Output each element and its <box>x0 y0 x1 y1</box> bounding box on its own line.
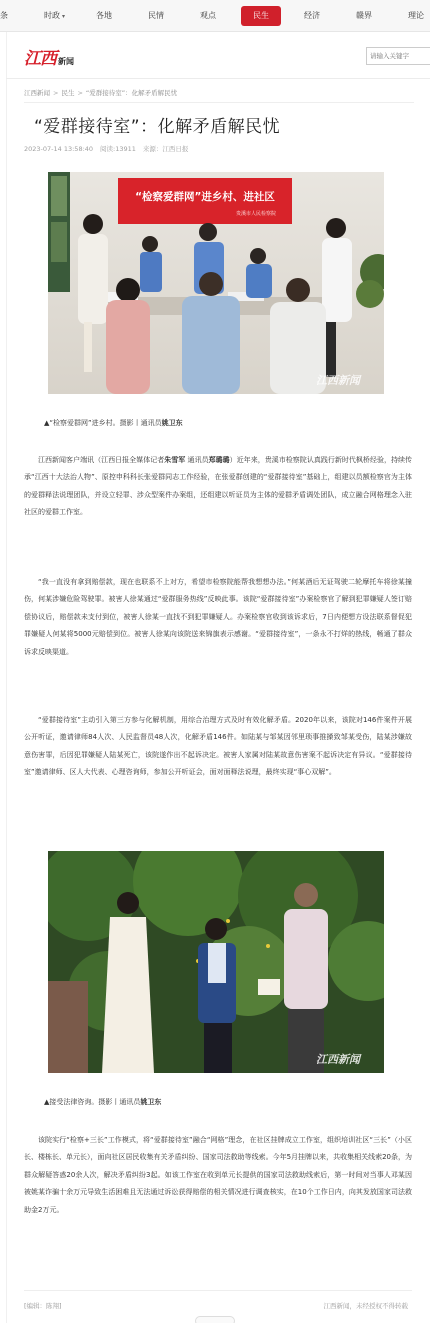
photo-caption-2 <box>44 1097 161 1107</box>
breadcrumb-divider <box>24 102 414 103</box>
paragraph-text: 通讯员 <box>185 456 209 464</box>
logo-sub: 新闻 <box>58 57 74 66</box>
nav-item-label: 时政 <box>44 11 60 20</box>
site-logo[interactable] <box>24 44 74 70</box>
caption-author: 姚卫东 <box>140 1098 162 1106</box>
article-meta <box>24 144 195 153</box>
article-paragraph: “爱群接待室”主动引入第三方参与化解机制，用综合治理方式及时有效化解矛盾。2020年以来，该院对146件案件开展公开听证，邀请律师84人次、人民监督员48人次，化解矛盾146件。如陆某与邹某因邻里琐事推搡致邹某受伤，陆某涉嫌故意伤害罪，后因犯罪嫌疑人陆某死亡，该院遂作出不起诉决定。被害人家属对陆某故意伤害案不起诉决定有异议。“爱群接待室”邀请律师、区人大代表、心理咨询师，参加公开听证会，面对面释法说理，最终实现“事心双解”。 <box>24 716 412 777</box>
article-photo-2 <box>48 851 384 1073</box>
nav-item-livelihood[interactable]: 民生 <box>241 6 281 26</box>
caption-text: ▲接受法律咨询。摄影丨通讯员 <box>44 1098 141 1106</box>
copyright-notice: 江西新闻，未经授权不得转载 <box>323 1302 408 1310</box>
top-nav <box>0 0 430 32</box>
caption-text: ▲“检察爱群网”进乡村。摄影丨通讯员 <box>44 419 162 427</box>
logo-text: 江西 <box>24 49 56 69</box>
breadcrumb-section[interactable]: 民生 <box>61 89 75 97</box>
correspondent-name: 郑璐璐 <box>208 456 230 464</box>
breadcrumb-separator: > <box>53 89 59 97</box>
share-button[interactable] <box>195 1316 235 1323</box>
nav-item-theory[interactable]: 理论 <box>408 11 424 20</box>
article-paragraph: “我一直没有拿到赔偿款，现在也联系不上对方，希望市检察院能帮我想想办法。”何某酒后无证驾驶二轮摩托车将徐某撞伤，何某涉嫌危险驾驶罪。被害人徐某通过“爱群服务热线”反映此事。该院“爱群接待室”办案检察官了解到犯罪嫌疑人签订赔偿协议后，赔偿款未支付到位，被害人徐某一直找不到犯罪嫌疑人。办案检察官收到该诉求后，7日内便想方设法联系督促犯罪嫌疑人何某将5000元赔偿到位。被害人徐某向该院送来锦旗表示感谢。“爱群接待室”，一条永不打烊的热线，畅通了群众诉求反映渠道。 <box>24 578 412 656</box>
breadcrumb-home[interactable]: 江西新闻 <box>24 89 50 97</box>
nav-item-opinion[interactable]: 观点 <box>200 11 216 20</box>
banner-title: “检察爱群网”进乡村、进社区 <box>135 191 275 203</box>
publish-datetime: 2023-07-14 13:58:40 <box>24 145 94 153</box>
photo-1-illustration <box>48 172 384 394</box>
photo-watermark: 江西新闻 <box>316 1053 360 1066</box>
editor-credit: [编辑：陈翔] <box>24 1302 62 1310</box>
photo-watermark: 江西新闻 <box>316 374 360 387</box>
breadcrumb-separator: > <box>77 89 83 97</box>
nav-item-public-sentiment[interactable]: 民情 <box>148 11 164 20</box>
nav-item-local[interactable]: 各地 <box>96 11 112 20</box>
paragraph-text: ）近年来，贵溪市检察院认真践行新时代枫桥经验，持续传承“江西十大法治人物”、原控申科科长张爱群同志工作经验，在张爱群创建的“爱群接待室”基础上，组建以员额检察官为主体的爱群释法说理团队，并设立轻罪、涉众型案件办案组，还组建以听证员为主体的爱群矛盾调处团队，成立融合网格理念入驻社区的爱群工作室。 <box>24 456 413 517</box>
chevron-down-icon: ▾ <box>62 13 66 20</box>
article-paragraph: 该院实行“检察+三长”工作模式，将“爱群接待室”融合“网格”理念，在社区挂牌成立工作室，组织培训社区“三长”（小区长、楼栋长、单元长），面向社区居民收集有关矛盾纠纷、国家司法救助等线索。今年5月挂牌以来，共收集相关线索20条，为群众解疑答惑20余人次，解决矛盾纠纷3起。如该工作室在收到单元长提供的国家司法救助线索后，第一时间对当事人邓某因被姚某诈骗十余万元导致生活困难且无法通过诉讼获得赔偿的相关情况进行调查核实，在10个工作日内，向其发放国家司法救助金2万元。 <box>24 1136 412 1214</box>
nav-item-news[interactable]: 条 <box>0 11 8 20</box>
breadcrumb-current: “爱群接待室”：化解矛盾解民忧 <box>85 89 178 97</box>
article-source: 来源：江西日报 <box>142 145 189 153</box>
caption-author: 姚卫东 <box>161 419 183 427</box>
nav-item-gan-region[interactable]: 赣界 <box>356 11 372 20</box>
header-divider <box>6 78 430 79</box>
view-count: 阅读:13911 <box>100 145 136 153</box>
nav-item-economy[interactable]: 经济 <box>304 11 320 20</box>
photo-caption-1 <box>44 418 183 428</box>
nav-item-politics[interactable] <box>44 0 65 32</box>
article-paragraph <box>24 452 412 522</box>
footer-divider <box>24 1290 412 1291</box>
page-title: “爱群接待室”：化解矛盾解民忧 <box>34 117 281 137</box>
banner-sub: 贵溪市人民检察院 <box>235 211 277 217</box>
photo-2-illustration <box>48 851 384 1073</box>
reporter-name: 朱雪军 <box>164 456 186 464</box>
search-input[interactable] <box>366 47 430 65</box>
paragraph-text: 江西新闻客户端讯（江西日报全媒体记者 <box>38 456 165 464</box>
breadcrumb <box>24 88 177 97</box>
article-photo-1 <box>48 172 384 394</box>
